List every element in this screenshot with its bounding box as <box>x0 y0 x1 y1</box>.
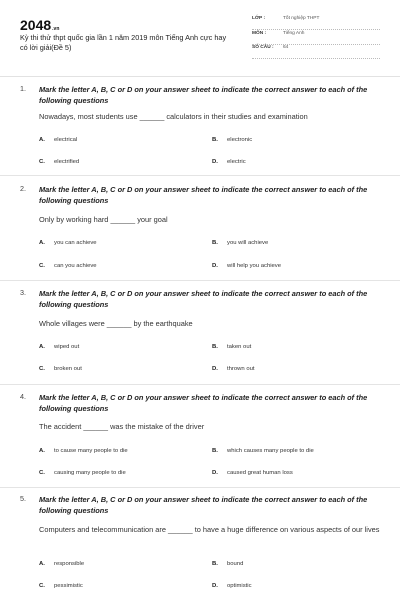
header <box>0 0 400 70</box>
question-instruction: Mark the letter A, B, C or D on your answer sheet to indicate the correct answer to each of the following questions <box>39 85 368 105</box>
question-stem: Only by working hard ______ your goal <box>39 215 168 224</box>
meta-subject-label: MÔN : <box>252 31 267 36</box>
question-divider <box>0 384 400 385</box>
option-a[interactable]: A. to cause many people to die <box>39 448 128 454</box>
option-b[interactable]: B. electronic <box>212 137 253 143</box>
question-stem: Computers and telecommunication are ______ to have a huge difference on various aspects of our lives <box>39 525 380 534</box>
question-instruction: Mark the letter A, B, C or D on your answer sheet to indicate the correct answer to each of the following questions <box>39 393 368 413</box>
question-stem: The accident ______ was the mistake of the driver <box>39 422 205 431</box>
header-divider <box>0 76 400 77</box>
question-stem: Whole villages were ______ by the earthquake <box>39 319 193 328</box>
option-c[interactable]: C. broken out <box>39 366 82 372</box>
option-d[interactable]: D. will help you achieve <box>212 263 282 269</box>
logo-domain: .vn <box>52 26 60 32</box>
meta-subject-value: Tiếng Anh <box>283 31 305 36</box>
option-c[interactable]: C. can you achieve <box>39 263 97 269</box>
option-b[interactable]: B. you will achieve <box>212 240 269 246</box>
meta-count-label: SỐ CÂU : <box>252 45 274 50</box>
option-c[interactable]: C. pessimistic <box>39 583 83 589</box>
question-instruction: Mark the letter A, B, C or D on your answer sheet to indicate the correct answer to each of the following questions <box>39 289 368 309</box>
question-divider <box>0 487 400 488</box>
meta-question-count <box>252 44 380 59</box>
option-b[interactable]: B. taken out <box>212 344 252 350</box>
option-d[interactable]: D. caused great human loss <box>212 470 293 476</box>
meta-subject <box>252 30 380 45</box>
question-number: 2. <box>20 184 26 193</box>
question-divider <box>0 175 400 176</box>
question-number: 3. <box>20 288 26 297</box>
option-a[interactable]: A. electrical <box>39 137 78 143</box>
option-c[interactable]: C. electrified <box>39 159 80 165</box>
question-number: 1. <box>20 84 26 93</box>
question-divider <box>0 280 400 281</box>
question-stem: Nowadays, most students use ______ calculators in their studies and examination <box>39 112 308 121</box>
option-b[interactable]: B. bound <box>212 561 244 567</box>
logo-text: 2048 <box>20 17 52 33</box>
meta-class-label: LỚP : <box>252 16 266 21</box>
option-d[interactable]: D. electric <box>212 159 246 165</box>
meta-class-value: Tốt nghiệp THPT <box>283 16 320 21</box>
question-instruction: Mark the letter A, B, C or D on your answer sheet to indicate the correct answer to each of the following questions <box>39 185 368 205</box>
question-number: 5. <box>20 494 26 503</box>
option-a[interactable]: A. responsible <box>39 561 85 567</box>
option-a[interactable]: A. you can achieve <box>39 240 97 246</box>
option-b[interactable]: B. which causes many people to die <box>212 448 314 454</box>
option-a[interactable]: A. wiped out <box>39 344 80 350</box>
site-logo[interactable] <box>20 17 59 33</box>
document-title: Kỳ thi thử thpt quốc gia lần 1 năm 2019 môn Tiếng Anh cực hay có lời giải(Đề 5) <box>20 33 227 52</box>
question-instruction: Mark the letter A, B, C or D on your answer sheet to indicate the correct answer to each of the following questions <box>39 495 368 515</box>
question-number: 4. <box>20 392 26 401</box>
meta-class <box>252 15 380 30</box>
option-d[interactable]: D. optimistic <box>212 583 252 589</box>
option-d[interactable]: D. thrown out <box>212 366 255 372</box>
meta-count-value: 64 <box>283 45 289 50</box>
option-c[interactable]: C. causing many people to die <box>39 470 126 476</box>
